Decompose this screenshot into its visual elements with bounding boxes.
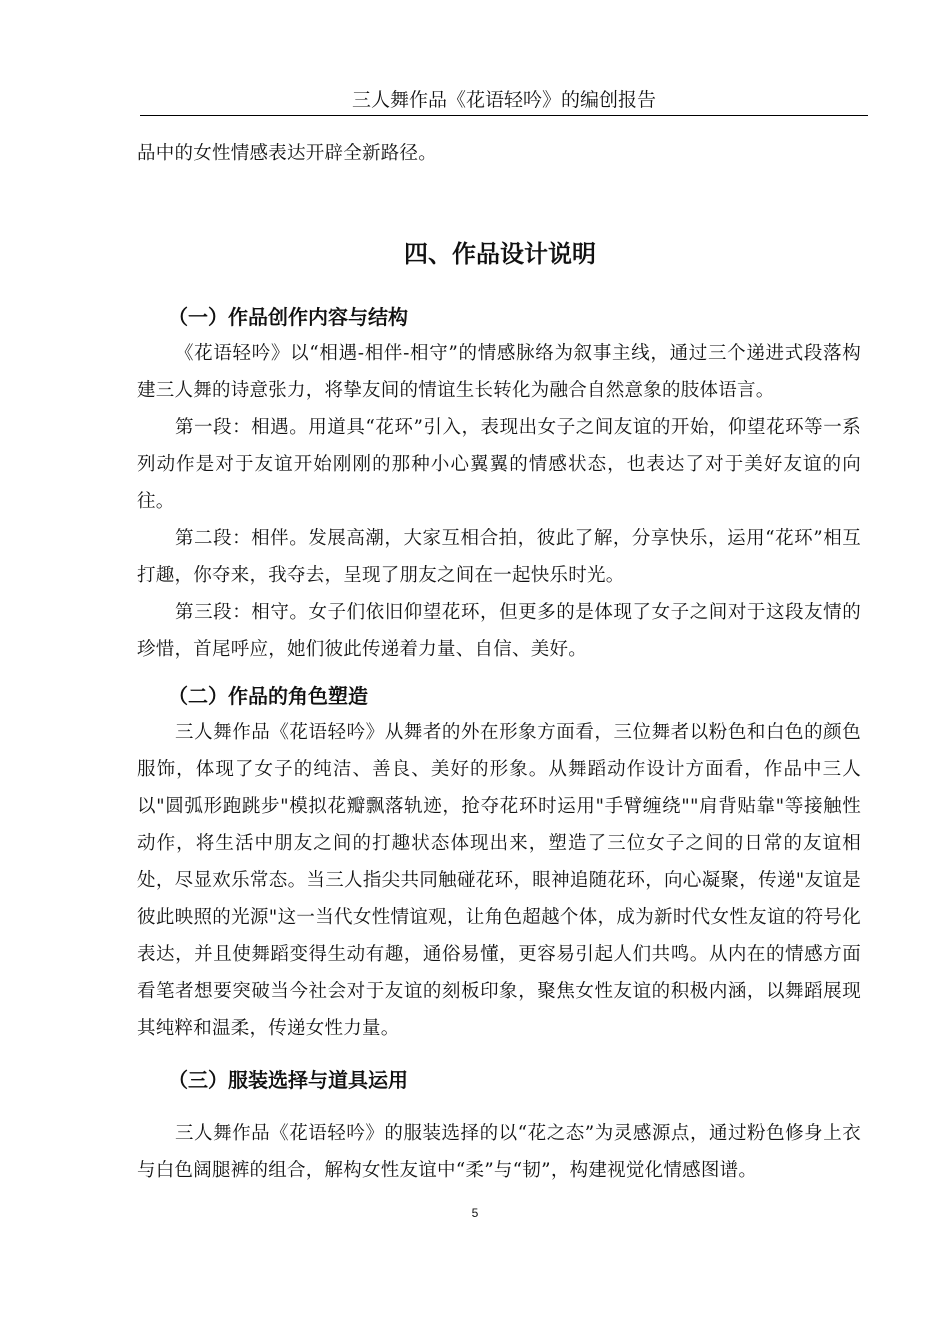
paragraph-costume: 三人舞作品《花语轻吟》的服装选择的以“花之态”为灵感源点，通过粉色修身上衣与白色阔腿裤的组合，解构女性友谊中“柔”与“韧”，构建视觉化情感图谱。 bbox=[137, 1123, 861, 1181]
subsection-heading-costume-props: （三）服装选择与道具运用 bbox=[168, 1068, 408, 1092]
paragraph-character: 三人舞作品《花语轻吟》从舞者的外在形象方面看，三位舞者以粉色和白色的颜色服饰，体现了女子的纯洁、善良、美好的形象。从舞蹈动作设计方面看，作品中三人以"圆弧形跑跳步"模拟花瓣飘落轨迹，抢夺花环时运用"手臂缠绕""肩背贴靠"等接触性动作，将生活中朋友之间的打趣状态体现出来，塑造了三位女子之间的日常的友谊相处，尽显欢乐常态。当三人指尖共同触碰花环，眼神追随花环，向心凝聚，传递"友谊是彼此映照的光源"这一当代女性情谊观，让角色超越个体，成为新时代女性友谊的符号化表达，并且使舞蹈变得生动有趣，通俗易懂，更容易引起人们共鸣。从内在的情感方面看笔者想要突破当今社会对于友谊的刻板印象，聚焦女性友谊的积极内涵，以舞蹈展现其纯粹和温柔，传递女性力量。 bbox=[137, 722, 861, 1039]
running-header-title: 三人舞作品《花语轻吟》的编创报告 bbox=[351, 89, 656, 111]
continuation-paragraph: 品中的女性情感表达开辟全新路径。 bbox=[137, 143, 438, 164]
paragraph-intro: 《花语轻吟》以“相遇-相伴-相守”的情感脉络为叙事主线，通过三个递进式段落构建三人舞的诗意张力，将挚友间的情谊生长转化为融合自然意象的肢体语言。 bbox=[137, 343, 861, 401]
section-heading: 四、作品设计说明 bbox=[404, 240, 596, 268]
subsection-heading-content-structure: （一）作品创作内容与结构 bbox=[168, 305, 408, 329]
header-divider bbox=[140, 115, 868, 116]
paragraph-part-two: 第二段：相伴。发展高潮，大家互相合拍，彼此了解，分享快乐，运用“花环”相互打趣，你夺来，我夺去，呈现了朋友之间在一起快乐时光。 bbox=[137, 528, 861, 586]
paragraph-part-three: 第三段：相守。女子们依旧仰望花环，但更多的是体现了女子之间对于这段友情的珍惜，首尾呼应，她们彼此传递着力量、自信、美好。 bbox=[137, 602, 861, 660]
paragraph-part-one: 第一段：相遇。用道具“花环”引入，表现出女子之间友谊的开始，仰望花环等一系列动作是对于友谊开始刚刚的那种小心翼翼的情感状态，也表达了对于美好友谊的向往。 bbox=[137, 417, 861, 512]
subsection-heading-character: （二）作品的角色塑造 bbox=[168, 684, 368, 708]
page-number: 5 bbox=[471, 1206, 479, 1220]
